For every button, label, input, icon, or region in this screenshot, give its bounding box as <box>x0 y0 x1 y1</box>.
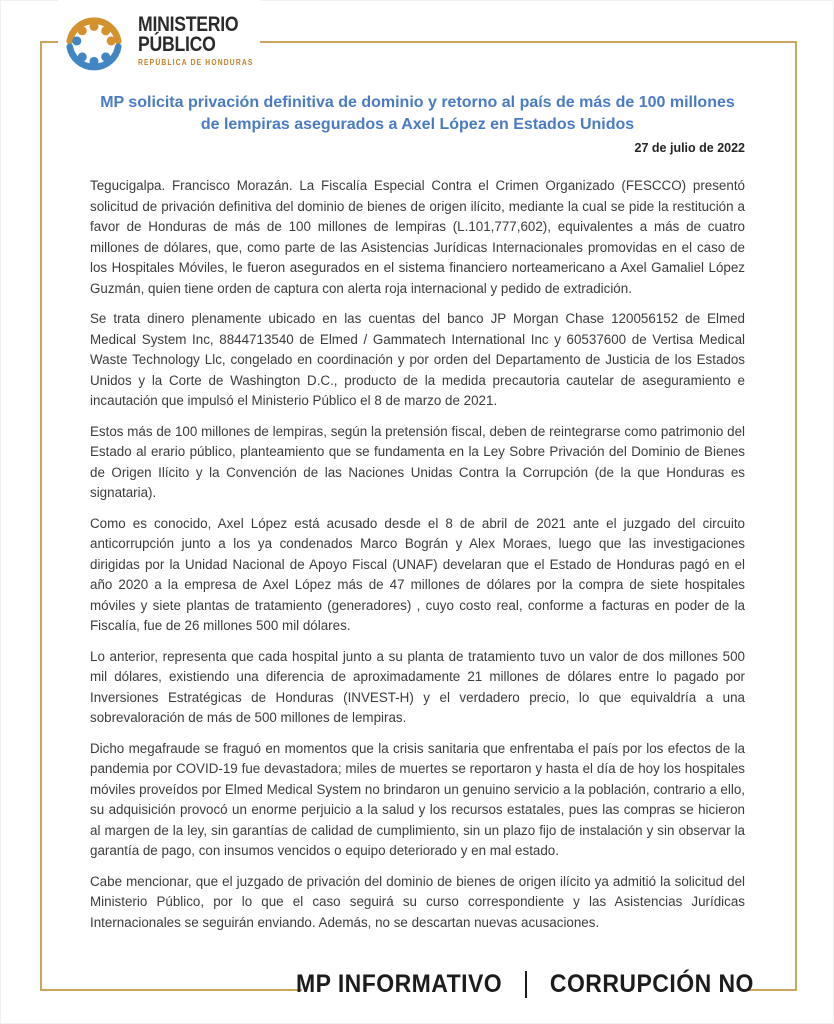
logo-title-line2: PÚBLICO <box>138 33 216 56</box>
paragraph: Estos más de 100 millones de lempiras, según la pretensión fiscal, deben de reintegrarse como patrimonio del Estado al erario público, planteamiento que se fundamenta en la Ley Sobre Privación del Dominio de Bienes de Origen Ilícito y la Convención de las Naciones Unidas Contra la Corrupción (de la que Honduras es signataria). <box>90 423 745 500</box>
footer-corrupcion-no: CORRUPCIÓN NO <box>550 969 755 998</box>
footer-mp-informativo: MP INFORMATIVO <box>295 969 503 998</box>
article-body <box>90 176 745 933</box>
article-date: 27 de julio de 2022 <box>634 141 745 155</box>
logo-subtitle: REPÚBLICA DE HONDURAS <box>138 58 254 67</box>
logo-title-line1: MINISTERIO <box>138 13 239 36</box>
paragraph: Tegucigalpa. Francisco Morazán. La Fiscalía Especial Contra el Crimen Organizado (FESCCO) presentó solicitud de privación definitiva del dominio de bienes de origen ilícito, mediante la cual se pide la restitución a favor de Honduras de más de 100 millones de lempiras (L.101,777,602), equivalentes a más de cuatro millones de dólares, que, como parte de las Asistencias Jurídicas Internacionales promovidas en el caso de los Hospitales Móviles, le fueron asegurados en el sistema financiero norteamericano a Axel Gamaliel López Guzmán, quien tiene orden de captura con alerta roja internacional y pedido de extradición. <box>90 178 745 296</box>
paragraph: Lo anterior, representa que cada hospital junto a su planta de tratamiento tuvo un valor de dos millones 500 mil dólares, existiendo una diferencia de aproximadamente 21 millones de dólares entre lo pagado por Inversiones Estratégicas de Honduras (INVEST-H) y el verdadero precio, lo que equivaldría a una sobrevaloración de más de 500 millones de lempiras. <box>90 648 745 725</box>
frame-left-border <box>40 41 42 991</box>
paragraph: Se trata dinero plenamente ubicado en las cuentas del banco JP Morgan Chase 120056152 de Elmed Medical System Inc, 8844713540 de Elmed / Gammatech International Inc y 60537600 de Vertisa Medical Waste Technology Llc, congelado en coordinación y por orden del Departamento de Justicia de los Estados Unidos y la Corte de Washington D.C., producto de la medida precautoria cautelar de aseguramiento e incautación que impulsó el Ministerio Público el 8 de marzo de 2021. <box>90 311 745 408</box>
paragraph: Dicho megafraude se fraguó en momentos que la crisis sanitaria que enfrentaba el país por los efectos de la pandemia por COVID-19 fue devastadora; miles de muertes se reportaron y hasta el día de hoy los hospitales móviles proveídos por Elmed Medical System no brindaron un genuino servicio a la población, contrario a ello, su adquisición provocó un enorme perjuicio a la salud y los recursos estatales, pues las compras se hicieron al margen de la ley, sin garantías de calidad de cumplimiento, sin un plazo fijo de instalación y sin observar la garantía de pago, con insumos vencidos o equipo deteriorado y en mal estado. <box>90 740 745 858</box>
paragraph: Cabe mencionar, que el juzgado de privación del dominio de bienes de origen ilícito ya admitió la solicitud del Ministerio Público, por lo que el caso seguirá su curso correspondiente y las Asistencias Jurídicas Internacionales se seguirán enviando. Además, no se descartan nuevas acusaciones. <box>90 873 745 930</box>
article-title: MP solicita privación definitiva de dominio y retorno al país de más de 100 millones de lempiras asegurados a Axel López en Estados Unidos <box>100 94 735 133</box>
footer-banner <box>295 962 755 1006</box>
frame-right-border <box>795 41 797 991</box>
paragraph: Como es conocido, Axel López está acusado desde el 8 de abril de 2021 ante el juzgado del circuito anticorrupción junto a los ya condenados Marco Bográn y Alex Moraes, luego que las investigaciones dirigidas por la Unidad Nacional de Apoyo Fiscal (UNAF) develaran que el Estado de Honduras pagó en el año 2020 a la empresa de Axel López más de 47 millones de dólares por la compra de siete hospitales móviles y siete plantas de tratamiento (generadores) , cuyo costo real, conforme a facturas en poder de la Fiscalía, fue de 26 millones 500 mil dólares. <box>90 515 745 633</box>
footer-separator-bar <box>525 971 527 998</box>
article-content <box>90 0 745 943</box>
